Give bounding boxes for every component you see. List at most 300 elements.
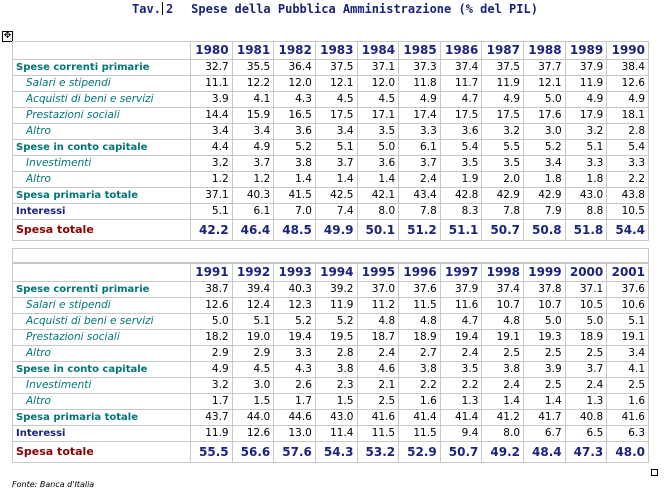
value-cell: 3.9: [191, 92, 233, 108]
value-cell: 2.5: [482, 346, 524, 362]
value-cell: 1.8: [565, 172, 607, 188]
value-cell: 1.7: [191, 394, 233, 410]
value-cell: 7.8: [482, 204, 524, 220]
value-cell: 3.4: [191, 124, 233, 140]
table-row: [13, 346, 649, 362]
value-cell: 11.7: [440, 76, 482, 92]
value-cell: 3.8: [399, 362, 441, 378]
value-cell: 11.1: [191, 76, 233, 92]
value-cell: 48.4: [524, 442, 566, 463]
value-cell: 42.9: [524, 188, 566, 204]
value-cell: 35.5: [232, 60, 274, 76]
value-cell: 4.9: [232, 140, 274, 156]
value-cell: 37.1: [191, 188, 233, 204]
value-cell: 5.2: [315, 314, 357, 330]
value-cell: 1.5: [315, 394, 357, 410]
value-cell: 19.5: [315, 330, 357, 346]
value-cell: 50.7: [440, 442, 482, 463]
value-cell: 5.1: [565, 140, 607, 156]
value-cell: 11.9: [191, 426, 233, 442]
value-cell: 37.9: [440, 282, 482, 298]
value-cell: 11.5: [399, 298, 441, 314]
value-cell: 9.4: [440, 426, 482, 442]
row-label: Altro: [13, 172, 191, 188]
year-header-cell: 1991: [191, 264, 233, 282]
value-cell: 43.0: [315, 410, 357, 426]
value-cell: 5.1: [607, 314, 649, 330]
value-cell: 1.8: [524, 172, 566, 188]
value-cell: 12.1: [315, 76, 357, 92]
value-cell: 17.4: [399, 108, 441, 124]
year-header-cell: 2001: [607, 264, 649, 282]
value-cell: 50.7: [482, 220, 524, 241]
value-cell: 2.2: [399, 378, 441, 394]
year-header-cell: 1998: [482, 264, 524, 282]
row-label: Interessi: [13, 426, 191, 442]
value-cell: 51.1: [440, 220, 482, 241]
value-cell: 19.4: [440, 330, 482, 346]
value-cell: 2.5: [524, 378, 566, 394]
value-cell: 19.4: [274, 330, 316, 346]
value-cell: 17.5: [315, 108, 357, 124]
value-cell: 4.5: [315, 92, 357, 108]
value-cell: 37.1: [357, 60, 399, 76]
row-label: Investimenti: [13, 156, 191, 172]
value-cell: 48.0: [607, 442, 649, 463]
value-cell: 1.3: [565, 394, 607, 410]
year-header-cell: 1982: [274, 42, 316, 60]
value-cell: 2.6: [274, 378, 316, 394]
value-cell: 42.9: [482, 188, 524, 204]
value-cell: 8.0: [357, 204, 399, 220]
value-cell: 3.4: [315, 124, 357, 140]
value-cell: 2.9: [191, 346, 233, 362]
table-row: [13, 282, 649, 298]
value-cell: 53.2: [357, 442, 399, 463]
table-row: [13, 394, 649, 410]
table-row: [13, 330, 649, 346]
value-cell: 16.5: [274, 108, 316, 124]
value-cell: 1.4: [357, 172, 399, 188]
row-label: Prestazioni sociali: [13, 330, 191, 346]
year-header-cell: 1985: [399, 42, 441, 60]
value-cell: 47.3: [565, 442, 607, 463]
value-cell: 36.4: [274, 60, 316, 76]
value-cell: 4.9: [191, 362, 233, 378]
table-row: [13, 108, 649, 124]
value-cell: 4.6: [357, 362, 399, 378]
value-cell: 4.8: [357, 314, 399, 330]
value-cell: 3.3: [399, 124, 441, 140]
header-corner-cell: [13, 264, 191, 282]
value-cell: 37.5: [315, 60, 357, 76]
value-cell: 41.4: [399, 410, 441, 426]
value-cell: 10.5: [565, 298, 607, 314]
value-cell: 4.5: [232, 362, 274, 378]
value-cell: 4.9: [565, 92, 607, 108]
move-crosshair-icon[interactable]: ✥: [3, 31, 12, 41]
value-cell: 5.0: [524, 314, 566, 330]
value-cell: 18.2: [191, 330, 233, 346]
value-cell: 2.4: [482, 378, 524, 394]
year-header-cell: 1990: [607, 42, 649, 60]
value-cell: 18.9: [565, 330, 607, 346]
row-label: Altro: [13, 394, 191, 410]
value-cell: 1.6: [399, 394, 441, 410]
value-cell: 12.2: [232, 76, 274, 92]
value-cell: 3.7: [565, 362, 607, 378]
value-cell: 19.3: [524, 330, 566, 346]
table-row: [13, 60, 649, 76]
value-cell: 12.3: [274, 298, 316, 314]
value-cell: 37.6: [607, 282, 649, 298]
year-header-cell: 1987: [482, 42, 524, 60]
row-label: Interessi: [13, 204, 191, 220]
row-label: Spese in conto capitale: [13, 362, 191, 378]
value-cell: 17.5: [482, 108, 524, 124]
value-cell: 2.8: [607, 124, 649, 140]
value-cell: 3.3: [607, 156, 649, 172]
expenditure-table-1980-1990: [12, 41, 649, 241]
value-cell: 11.9: [482, 76, 524, 92]
value-cell: 6.3: [607, 426, 649, 442]
value-cell: 3.2: [482, 124, 524, 140]
value-cell: 48.5: [274, 220, 316, 241]
table-row: [13, 220, 649, 241]
value-cell: 2.5: [607, 378, 649, 394]
year-header-cell: 1980: [191, 42, 233, 60]
value-cell: 39.2: [315, 282, 357, 298]
value-cell: 3.4: [232, 124, 274, 140]
value-cell: 17.5: [440, 108, 482, 124]
value-cell: 19.1: [607, 330, 649, 346]
value-cell: 1.4: [482, 394, 524, 410]
value-cell: 37.0: [357, 282, 399, 298]
value-cell: 10.7: [482, 298, 524, 314]
table-row: [13, 378, 649, 394]
row-label: Prestazioni sociali: [13, 108, 191, 124]
row-label: Acquisti di beni e servizi: [13, 92, 191, 108]
value-cell: 19.1: [482, 330, 524, 346]
value-cell: 42.5: [315, 188, 357, 204]
value-cell: 37.3: [399, 60, 441, 76]
value-cell: 37.9: [565, 60, 607, 76]
value-cell: 43.7: [191, 410, 233, 426]
value-cell: 11.6: [440, 298, 482, 314]
value-cell: 2.4: [440, 346, 482, 362]
value-cell: 7.8: [399, 204, 441, 220]
value-cell: 2.4: [357, 346, 399, 362]
year-header-cell: 1993: [274, 264, 316, 282]
value-cell: 5.0: [191, 314, 233, 330]
value-cell: 55.5: [191, 442, 233, 463]
value-cell: 43.0: [565, 188, 607, 204]
value-cell: 49.2: [482, 442, 524, 463]
year-header-cell: 1996: [399, 264, 441, 282]
resize-square-icon[interactable]: [651, 469, 658, 476]
value-cell: 54.4: [607, 220, 649, 241]
value-cell: 10.6: [607, 298, 649, 314]
value-cell: 41.6: [357, 410, 399, 426]
value-cell: 11.5: [399, 426, 441, 442]
value-cell: 38.4: [607, 60, 649, 76]
year-header-cell: 1995: [357, 264, 399, 282]
table-row: [13, 298, 649, 314]
year-header-cell: 1992: [232, 264, 274, 282]
value-cell: 42.1: [357, 188, 399, 204]
table-row: [13, 314, 649, 330]
value-cell: 13.0: [274, 426, 316, 442]
value-cell: 1.4: [524, 394, 566, 410]
value-cell: 32.7: [191, 60, 233, 76]
row-label: Spese correnti primarie: [13, 60, 191, 76]
table-row: [13, 76, 649, 92]
row-label: Spesa primaria totale: [13, 410, 191, 426]
value-cell: 1.7: [274, 394, 316, 410]
source-note: Fonte: Banca d'Italia: [12, 480, 95, 489]
year-header-row: [13, 264, 649, 282]
row-label: Spesa totale: [13, 442, 191, 463]
value-cell: 12.6: [607, 76, 649, 92]
value-cell: 2.9: [232, 346, 274, 362]
value-cell: 1.6: [607, 394, 649, 410]
value-cell: 37.4: [482, 282, 524, 298]
value-cell: 40.3: [232, 188, 274, 204]
value-cell: 3.9: [524, 362, 566, 378]
value-cell: 11.4: [315, 426, 357, 442]
value-cell: 10.7: [524, 298, 566, 314]
value-cell: 5.0: [565, 314, 607, 330]
value-cell: 3.2: [565, 124, 607, 140]
value-cell: 51.2: [399, 220, 441, 241]
value-cell: 3.8: [482, 362, 524, 378]
value-cell: 3.6: [274, 124, 316, 140]
value-cell: 41.5: [274, 188, 316, 204]
value-cell: 3.5: [357, 124, 399, 140]
value-cell: 4.3: [274, 92, 316, 108]
value-cell: 3.4: [607, 346, 649, 362]
value-cell: 8.3: [440, 204, 482, 220]
header-corner-cell: [13, 42, 191, 60]
title-tav-number: 2: [165, 2, 174, 16]
value-cell: 18.7: [357, 330, 399, 346]
value-cell: 4.5: [357, 92, 399, 108]
value-cell: 49.9: [315, 220, 357, 241]
value-cell: 17.9: [565, 108, 607, 124]
value-cell: 3.8: [274, 156, 316, 172]
value-cell: 3.6: [440, 124, 482, 140]
value-cell: 37.4: [440, 60, 482, 76]
value-cell: 17.6: [524, 108, 566, 124]
value-cell: 3.3: [274, 346, 316, 362]
value-cell: 51.8: [565, 220, 607, 241]
value-cell: 3.2: [191, 378, 233, 394]
value-cell: 2.1: [357, 378, 399, 394]
value-cell: 12.4: [232, 298, 274, 314]
year-header-row: [13, 42, 649, 60]
value-cell: 1.4: [274, 172, 316, 188]
value-cell: 11.2: [357, 298, 399, 314]
value-cell: 1.5: [232, 394, 274, 410]
value-cell: 43.8: [607, 188, 649, 204]
value-cell: 4.1: [232, 92, 274, 108]
value-cell: 3.8: [315, 362, 357, 378]
value-cell: 3.5: [440, 156, 482, 172]
value-cell: 3.0: [524, 124, 566, 140]
table-row: [13, 410, 649, 426]
table-row: [13, 140, 649, 156]
value-cell: 4.9: [607, 92, 649, 108]
value-cell: 41.6: [607, 410, 649, 426]
value-cell: 4.4: [191, 140, 233, 156]
text-cursor: [162, 2, 163, 15]
table-row: [13, 426, 649, 442]
value-cell: 37.1: [565, 282, 607, 298]
value-cell: 4.8: [482, 314, 524, 330]
value-cell: 4.3: [274, 362, 316, 378]
value-cell: 6.7: [524, 426, 566, 442]
value-cell: 41.2: [482, 410, 524, 426]
year-header-cell: 1984: [357, 42, 399, 60]
value-cell: 4.1: [607, 362, 649, 378]
value-cell: 11.8: [399, 76, 441, 92]
value-cell: 54.3: [315, 442, 357, 463]
value-cell: 1.2: [191, 172, 233, 188]
value-cell: 1.9: [440, 172, 482, 188]
value-cell: 44.6: [274, 410, 316, 426]
table-separator-row: [12, 248, 649, 263]
row-label: Altro: [13, 346, 191, 362]
value-cell: 50.1: [357, 220, 399, 241]
year-header-cell: 1989: [565, 42, 607, 60]
value-cell: 50.8: [524, 220, 566, 241]
value-cell: 56.6: [232, 442, 274, 463]
value-cell: 2.0: [482, 172, 524, 188]
value-cell: 2.4: [399, 172, 441, 188]
value-cell: 12.0: [274, 76, 316, 92]
row-label: Spesa primaria totale: [13, 188, 191, 204]
year-header-cell: 1981: [232, 42, 274, 60]
value-cell: 52.9: [399, 442, 441, 463]
value-cell: 15.9: [232, 108, 274, 124]
row-label: Spese in conto capitale: [13, 140, 191, 156]
value-cell: 1.4: [315, 172, 357, 188]
year-header-cell: 1994: [315, 264, 357, 282]
table-row: [13, 362, 649, 378]
value-cell: 11.9: [315, 298, 357, 314]
value-cell: 37.8: [524, 282, 566, 298]
value-cell: 3.6: [357, 156, 399, 172]
value-cell: 4.7: [440, 92, 482, 108]
value-cell: 12.1: [524, 76, 566, 92]
title-text: Spese della Pubblica Amministrazione (% del PIL): [191, 2, 538, 16]
value-cell: 12.6: [191, 298, 233, 314]
row-label: Salari e stipendi: [13, 298, 191, 314]
value-cell: 4.8: [399, 314, 441, 330]
value-cell: 37.7: [524, 60, 566, 76]
value-cell: 18.1: [607, 108, 649, 124]
year-header-cell: 1997: [440, 264, 482, 282]
value-cell: 3.7: [399, 156, 441, 172]
value-cell: 5.0: [357, 140, 399, 156]
table-row: [13, 156, 649, 172]
value-cell: 2.3: [315, 378, 357, 394]
value-cell: 2.5: [565, 346, 607, 362]
value-cell: 37.5: [482, 60, 524, 76]
expenditure-table-1991-2001: [12, 263, 649, 463]
value-cell: 38.7: [191, 282, 233, 298]
row-label: Salari e stipendi: [13, 76, 191, 92]
value-cell: 5.1: [191, 204, 233, 220]
value-cell: 17.1: [357, 108, 399, 124]
value-cell: 43.4: [399, 188, 441, 204]
value-cell: 10.5: [607, 204, 649, 220]
row-label: Investimenti: [13, 378, 191, 394]
value-cell: 8.8: [565, 204, 607, 220]
table-row: [13, 92, 649, 108]
value-cell: 41.7: [524, 410, 566, 426]
row-label: Spesa totale: [13, 220, 191, 241]
value-cell: 5.1: [232, 314, 274, 330]
year-header-cell: 1986: [440, 42, 482, 60]
value-cell: 7.0: [274, 204, 316, 220]
value-cell: 39.4: [232, 282, 274, 298]
value-cell: 6.5: [565, 426, 607, 442]
value-cell: 11.5: [357, 426, 399, 442]
value-cell: 46.4: [232, 220, 274, 241]
value-cell: 6.1: [399, 140, 441, 156]
row-label: Acquisti di beni e servizi: [13, 314, 191, 330]
value-cell: 42.2: [191, 220, 233, 241]
value-cell: 11.9: [565, 76, 607, 92]
value-cell: 5.1: [315, 140, 357, 156]
title-tav-label: Tav.: [132, 2, 161, 16]
year-header-cell: 2000: [565, 264, 607, 282]
value-cell: 5.5: [482, 140, 524, 156]
value-cell: 3.4: [524, 156, 566, 172]
value-cell: 7.4: [315, 204, 357, 220]
value-cell: 2.5: [524, 346, 566, 362]
value-cell: 12.0: [357, 76, 399, 92]
value-cell: 8.0: [482, 426, 524, 442]
value-cell: 5.2: [274, 140, 316, 156]
year-header-cell: 1983: [315, 42, 357, 60]
value-cell: 3.7: [232, 156, 274, 172]
value-cell: 5.4: [607, 140, 649, 156]
table-row: [13, 204, 649, 220]
value-cell: 2.2: [440, 378, 482, 394]
value-cell: 2.4: [565, 378, 607, 394]
value-cell: 4.9: [399, 92, 441, 108]
value-cell: 5.2: [524, 140, 566, 156]
value-cell: 40.3: [274, 282, 316, 298]
value-cell: 5.2: [274, 314, 316, 330]
value-cell: 40.8: [565, 410, 607, 426]
value-cell: 57.6: [274, 442, 316, 463]
value-cell: 6.1: [232, 204, 274, 220]
value-cell: 14.4: [191, 108, 233, 124]
row-label: Altro: [13, 124, 191, 140]
value-cell: 37.6: [399, 282, 441, 298]
table-row: [13, 442, 649, 463]
value-cell: 42.8: [440, 188, 482, 204]
value-cell: 3.5: [440, 362, 482, 378]
page-title: [0, 0, 670, 18]
value-cell: 7.9: [524, 204, 566, 220]
value-cell: 41.4: [440, 410, 482, 426]
value-cell: 44.0: [232, 410, 274, 426]
value-cell: 3.3: [565, 156, 607, 172]
